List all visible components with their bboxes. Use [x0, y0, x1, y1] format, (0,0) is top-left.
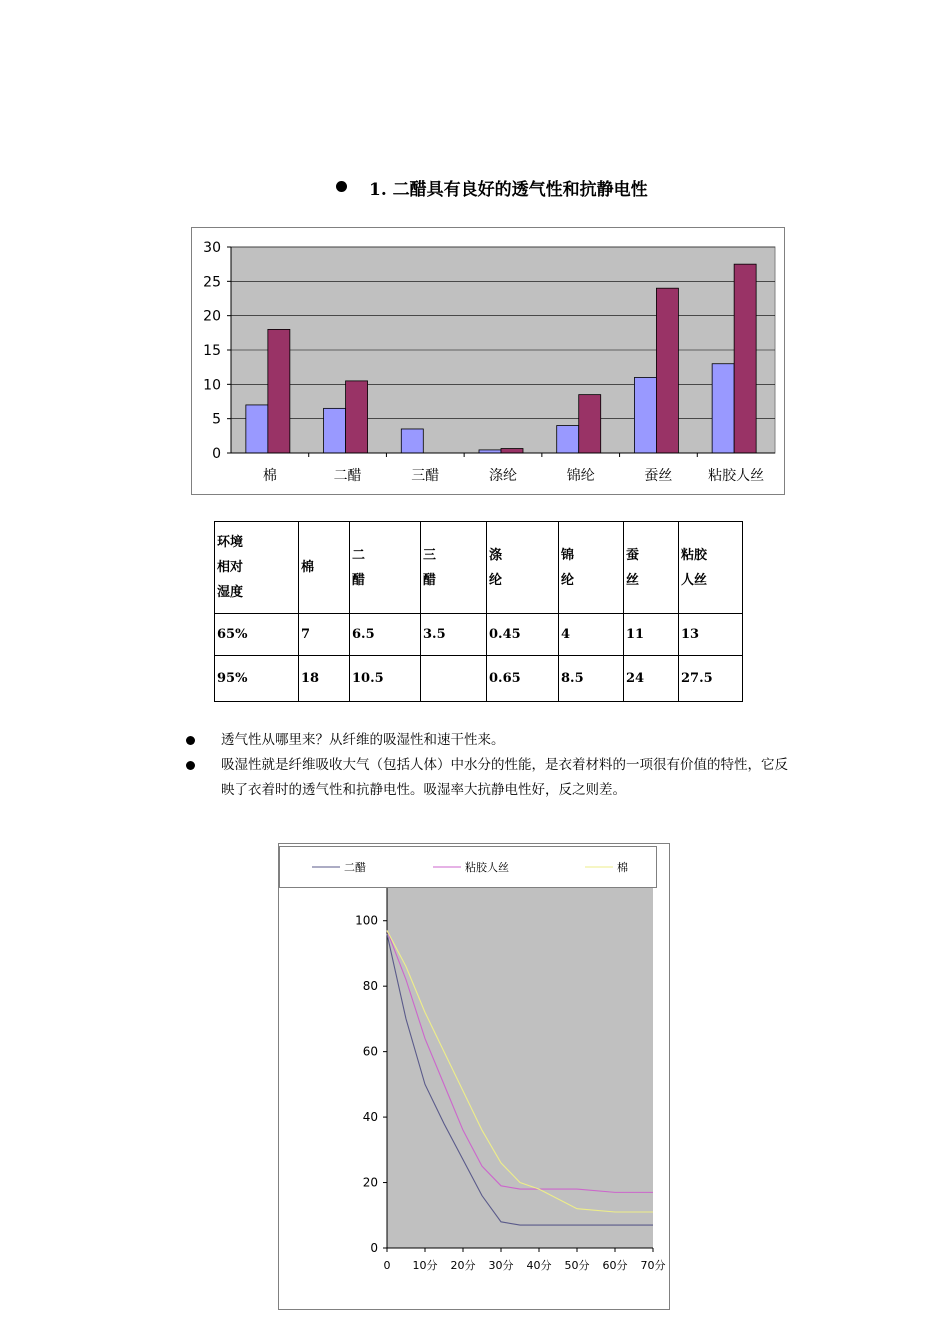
x-tick-label: 粘胶人丝 — [708, 468, 765, 484]
table-cell: 3.5 — [421, 614, 487, 656]
x-tick-label: 三醋 — [411, 468, 440, 484]
y-tick-label: 20 — [362, 1175, 378, 1190]
table-cell: 4 — [559, 614, 624, 656]
y-tick-label: 80 — [362, 979, 378, 994]
table-header-cell: 涤 纶 — [487, 522, 559, 614]
y-tick-label: 30 — [203, 240, 221, 256]
table-header-cell: 环境 相对 湿度 — [215, 522, 299, 614]
table-cell: 0.45 — [487, 614, 559, 656]
table-cell: 18 — [299, 656, 350, 702]
bullet-text: 吸湿性就是纤维吸收大气（包括人体）中水分的性能，是衣着材料的一项很有价值的特性，它反 — [221, 757, 788, 773]
y-tick-label: 15 — [203, 343, 221, 359]
table-cell: 0.65 — [487, 656, 559, 702]
table-cell: 7 — [299, 614, 350, 656]
table-cell: 13 — [679, 614, 743, 656]
x-tick-label: 20分 — [450, 1259, 476, 1272]
table-header-cell: 棉 — [299, 522, 350, 614]
y-tick-label: 25 — [203, 274, 221, 291]
y-tick-label: 5 — [212, 411, 221, 428]
x-tick-label: 40分 — [526, 1259, 552, 1272]
bullet-text-continued: 映了衣着时的透气性和抗静电性。吸湿率大抗静电性好，反之则差。 — [221, 782, 626, 798]
legend-label: 棉 — [617, 861, 628, 874]
y-tick-label: 10 — [203, 377, 221, 394]
x-tick-label: 0 — [383, 1259, 391, 1272]
y-tick-label: 0 — [370, 1241, 378, 1255]
legend-label: 二醋 — [344, 861, 366, 874]
y-tick-label: 0 — [212, 446, 221, 462]
table-header-cell: 粘胶 人丝 — [679, 522, 743, 614]
table-header-cell: 三 醋 — [421, 522, 487, 614]
table-cell: 65% — [215, 614, 299, 656]
table-cell: 10.5 — [350, 656, 421, 702]
x-tick-label: 涤纶 — [489, 468, 517, 484]
x-tick-label: 锦纶 — [566, 468, 595, 484]
y-tick-label: 100 — [355, 913, 378, 928]
x-tick-label: 二醋 — [333, 468, 362, 484]
table-cell: 8.5 — [559, 656, 624, 702]
x-tick-label: 棉 — [262, 468, 277, 484]
legend-label: 粘胶人丝 — [465, 861, 509, 874]
table-cell: 95% — [215, 656, 299, 702]
table-cell: 24 — [624, 656, 679, 702]
table-cell: 11 — [624, 614, 679, 656]
table-cell: 27.5 — [679, 656, 743, 702]
table-cell: 6.5 — [350, 614, 421, 656]
table-header-cell: 锦 纶 — [559, 522, 624, 614]
plot-area — [387, 888, 653, 1248]
bullet-text: 透气性从哪里来？从纤维的吸湿性和速干性来。 — [221, 732, 505, 748]
x-tick-label: 70分 — [640, 1259, 666, 1272]
y-tick-label: 40 — [362, 1110, 378, 1125]
x-tick-label: 蚕丝 — [644, 468, 673, 484]
y-tick-label: 20 — [203, 308, 221, 325]
x-tick-label: 30分 — [488, 1259, 514, 1272]
table-header-cell: 蚕 丝 — [624, 522, 679, 614]
y-tick-label: 60 — [362, 1044, 378, 1059]
x-tick-label: 10分 — [412, 1259, 438, 1272]
x-tick-label: 50分 — [564, 1259, 590, 1272]
heading-text: 1. 二醋具有良好的透气性和抗静电性 — [369, 180, 648, 200]
table-header-cell: 二 醋 — [350, 522, 421, 614]
x-tick-label: 60分 — [602, 1259, 628, 1272]
